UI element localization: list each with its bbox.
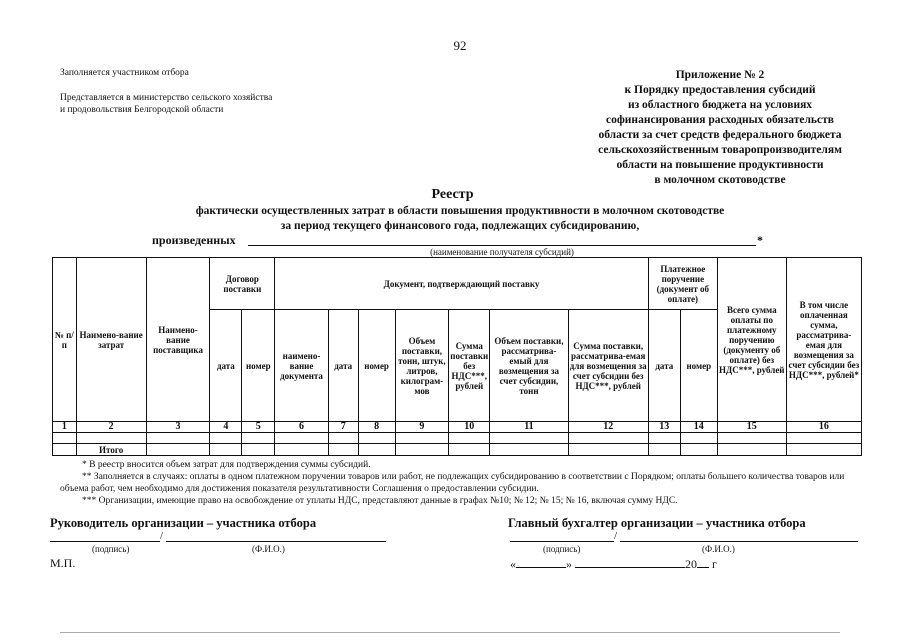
subtitle-line1: фактически осуществленных затрат в области повышения продуктивности в молочном скотоводстве bbox=[195, 205, 725, 217]
appendix-line: софинансирования расходных обязательств bbox=[606, 114, 834, 126]
header-doc-number: номер bbox=[358, 310, 395, 422]
submitted-to-line2: и продовольствия Белгородской области bbox=[60, 105, 224, 115]
cell[interactable] bbox=[53, 433, 77, 444]
header-sum-subsidy: Сумма поставки, рассматрива-емая для возмещения за счет субсидии без НДС***, рублей bbox=[568, 310, 648, 422]
col-number: 1 bbox=[53, 422, 77, 433]
cell[interactable] bbox=[242, 433, 275, 444]
cell[interactable] bbox=[328, 444, 358, 456]
col-number: 3 bbox=[146, 422, 210, 433]
col-number: 14 bbox=[680, 422, 717, 433]
cell[interactable] bbox=[328, 433, 358, 444]
total-label: Итого bbox=[76, 444, 146, 456]
col-number: 12 bbox=[568, 422, 648, 433]
cell[interactable] bbox=[786, 433, 861, 444]
submitted-to-note bbox=[60, 92, 272, 116]
header-supplier: Наимено-вание поставщика bbox=[146, 258, 210, 422]
document-subtitle bbox=[150, 204, 770, 234]
col-number: 2 bbox=[76, 422, 146, 433]
header-contract-date: дата bbox=[210, 310, 242, 422]
header-doc-name: наимено-вание документа bbox=[275, 310, 329, 422]
cell[interactable] bbox=[275, 433, 329, 444]
submitted-to-line1: Представляется в министерство сельского хозяйства bbox=[60, 93, 273, 103]
header-payment-number: номер bbox=[680, 310, 717, 422]
head-name-caption: (Ф.И.О.) bbox=[252, 544, 285, 554]
header-included-paid: В том числе оплаченная сумма, рассматрива-емая для возмещения за счет субсидии без НДС***, рублей* bbox=[786, 258, 861, 422]
header-payment-date: дата bbox=[648, 310, 680, 422]
stamp-place: М.П. bbox=[50, 556, 76, 570]
header-doc-date: дата bbox=[328, 310, 358, 422]
year-prefix: 20 bbox=[685, 557, 697, 571]
registry-table bbox=[52, 257, 862, 456]
accountant-signature-title: Главный бухгалтер организации – участника отбора bbox=[508, 516, 806, 530]
document-title: Реестр bbox=[431, 187, 474, 202]
head-slash: / bbox=[160, 530, 164, 542]
page-number: 92 bbox=[453, 38, 467, 53]
page-bottom-rule bbox=[60, 632, 840, 633]
head-sign-caption: (подпись) bbox=[92, 544, 130, 554]
subtitle-line2: за период текущего финансового года, подлежащих субсидированию, bbox=[280, 220, 640, 232]
cell[interactable] bbox=[76, 433, 146, 444]
cell[interactable] bbox=[395, 433, 449, 444]
cell[interactable] bbox=[449, 444, 490, 456]
footnotes bbox=[60, 459, 860, 507]
recipient-caption: (наименование получателя субсидий) bbox=[430, 247, 574, 257]
date-close-quote: » bbox=[566, 557, 572, 571]
appendix-line: из областного бюджета на условиях bbox=[627, 99, 813, 111]
col-number: 8 bbox=[358, 422, 395, 433]
header-payment-order: Платежное поручение (документ об оплате) bbox=[648, 258, 717, 310]
col-number: 6 bbox=[275, 422, 329, 433]
cell[interactable] bbox=[680, 444, 717, 456]
cell[interactable] bbox=[717, 433, 786, 444]
date-open-quote: « bbox=[510, 557, 516, 571]
cell[interactable] bbox=[275, 444, 329, 456]
filled-by-note: Заполняется участником отбора bbox=[60, 68, 189, 78]
cell[interactable] bbox=[210, 444, 242, 456]
total-row bbox=[53, 444, 862, 456]
recipient-name-line[interactable] bbox=[248, 245, 756, 246]
cell[interactable] bbox=[210, 433, 242, 444]
footnote-3: *** Организации, имеющие право на освобождение от уплаты НДС, представляют данные в графах №10; № 12; № 15; № 16, включая сумму НДС. bbox=[82, 496, 678, 506]
month-line[interactable] bbox=[575, 557, 685, 568]
cell[interactable] bbox=[242, 444, 275, 456]
cell bbox=[53, 444, 77, 456]
head-name-line[interactable] bbox=[166, 541, 386, 542]
footnote-2: ** Заполняется в случаях: оплаты в одном платежном поручении товаров или работ, не подлежащих субсидированию в соответствии с Порядком; оплаты большего количества товаров или объема работ, чем необходимо для достижения показателя результативности Соглашения о предоставлении субсидии. bbox=[60, 472, 845, 494]
date-field bbox=[510, 557, 717, 572]
col-number: 10 bbox=[449, 422, 490, 433]
cell[interactable] bbox=[358, 444, 395, 456]
cell[interactable] bbox=[358, 433, 395, 444]
accountant-name-line[interactable] bbox=[620, 541, 858, 542]
header-no: № п/п bbox=[53, 258, 77, 422]
header-volume: Объем поставки, тонн, штук, литров, килограм-мов bbox=[395, 310, 449, 422]
col-number: 4 bbox=[210, 422, 242, 433]
cell[interactable] bbox=[146, 444, 210, 456]
produced-label: произведенных bbox=[152, 233, 236, 247]
cell[interactable] bbox=[648, 444, 680, 456]
appendix-block bbox=[560, 68, 880, 188]
produced-star: * bbox=[757, 233, 763, 247]
col-number: 5 bbox=[242, 422, 275, 433]
accountant-slash: / bbox=[614, 530, 618, 542]
appendix-line: Приложение № 2 bbox=[675, 69, 765, 81]
year-suffix: г bbox=[712, 557, 717, 571]
cell[interactable] bbox=[568, 444, 648, 456]
table-row bbox=[53, 433, 862, 444]
footnote-1: * В реестр вносится объем затрат для подтверждения суммы субсидий. bbox=[82, 460, 371, 470]
col-number: 11 bbox=[490, 422, 568, 433]
header-contract-number: номер bbox=[242, 310, 275, 422]
day-line[interactable] bbox=[516, 557, 566, 568]
accountant-name-caption: (Ф.И.О.) bbox=[702, 544, 735, 554]
col-number: 15 bbox=[717, 422, 786, 433]
cell[interactable] bbox=[395, 444, 449, 456]
accountant-signature-line[interactable] bbox=[510, 541, 614, 542]
head-signature-title: Руководитель организации – участника отбора bbox=[50, 516, 317, 530]
cell[interactable] bbox=[146, 433, 210, 444]
col-number: 7 bbox=[328, 422, 358, 433]
header-contract: Договор поставки bbox=[210, 258, 275, 310]
accountant-sign-caption: (подпись) bbox=[543, 544, 581, 554]
appendix-line: в молочном скотоводстве bbox=[654, 174, 786, 186]
header-sum: Сумма поставки без НДС***, рублей bbox=[449, 310, 490, 422]
cell[interactable] bbox=[680, 433, 717, 444]
head-signature-line[interactable] bbox=[50, 541, 160, 542]
appendix-line: области на повышение продуктивности bbox=[616, 159, 824, 171]
cell[interactable] bbox=[648, 433, 680, 444]
header-cost-name: Наимено-вание затрат bbox=[76, 258, 146, 422]
cell[interactable] bbox=[568, 433, 648, 444]
col-number: 9 bbox=[395, 422, 449, 433]
appendix-line: сельскохозяйственным товаропроизводителям bbox=[598, 144, 842, 156]
cell[interactable] bbox=[490, 433, 568, 444]
year-line[interactable] bbox=[697, 557, 709, 568]
appendix-line: области за счет средств федерального бюджета bbox=[598, 129, 842, 141]
col-number: 16 bbox=[786, 422, 861, 433]
header-volume-subsidy: Объем поставки, рассматрива-емый для возмещения за счет субсидии, тонн bbox=[490, 310, 568, 422]
cell[interactable] bbox=[490, 444, 568, 456]
appendix-line: к Порядку предоставления субсидий bbox=[624, 84, 816, 96]
col-number: 13 bbox=[648, 422, 680, 433]
cell[interactable] bbox=[786, 444, 861, 456]
header-document: Документ, подтверждающий поставку bbox=[275, 258, 649, 310]
cell[interactable] bbox=[449, 433, 490, 444]
cell[interactable] bbox=[717, 444, 786, 456]
header-total-paid: Всего сумма оплаты по платежному поручению (документу об оплате) без НДС***, рублей bbox=[717, 258, 786, 422]
